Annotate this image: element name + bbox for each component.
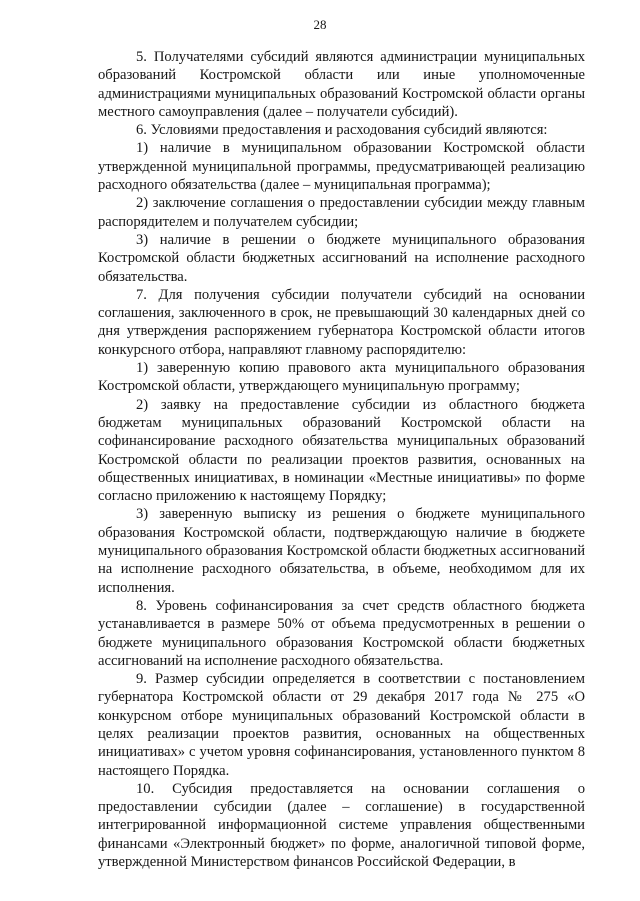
paragraph-6-item-3: 3) наличие в решении о бюджете муниципального образования Костромской области бюджетных ассигнований на исполнение расходного обязательства. [98, 231, 585, 285]
paragraph-6: 6. Условиями предоставления и расходования субсидий являются: [136, 122, 548, 139]
page-number: 28 [313, 17, 327, 32]
paragraph-6-item-2: 2) заключение соглашения о предоставлении субсидии между главным распорядителем и получателем субсидии; [98, 195, 585, 230]
paragraph-10: 10. Субсидия предоставляется на основании соглашения о предоставлении субсидии (далее – соглашение) в государственной интегрированной информационной системе управления общественными финансами «Электронный бюджет» по форме, аналогичной типовой форме, утвержденной Министерством финансов Российской Федерации, в [98, 780, 585, 871]
paragraph-9: 9. Размер субсидии определяется в соответствии с постановлением губернатора Костромской области от 29 декабря 2017 года № 275 «О конкурсном отборе муниципальных образований Костромской области в целях реализации проектов развития, основанных на общественных инициативах» с учетом уровня софинансирования, установленного пунктом 8 настоящего Порядка. [98, 671, 585, 779]
document-body [98, 48, 585, 871]
paragraph-7-item-1: 1) заверенную копию правового акта муниципального образования Костромской области, утверждающего муниципальную программу; [98, 360, 585, 395]
paragraph-8: 8. Уровень софинансирования за счет средств областного бюджета устанавливается в размере 50% от объема предусмотренных в решении о бюджете муниципального образования Костромской области бюджетных ассигнований на исполнение расходного обязательства. [98, 597, 585, 669]
paragraph-5: 5. Получателями субсидий являются администрации муниципальных образований Костромской области или иные уполномоченные администрациями муниципальных образований Костромской области органы местного самоуправления (далее – получатели субсидий). [98, 49, 585, 120]
paragraph-6-item-1: 1) наличие в муниципальном образовании Костромской области утвержденной муниципальной программы, предусматривающей реализацию расходного обязательства (далее – муниципальная программа); [98, 140, 585, 194]
paragraph-7: 7. Для получения субсидии получатели субсидий на основании соглашения, заключенного в срок, не превышающий 30 календарных дней со дня утверждения распоряжением губернатора Костромской области итогов конкурсного отбора, направляют главному распорядителю: [98, 286, 585, 358]
paragraph-7-item-3: 3) заверенную выписку из решения о бюджете муниципального образования Костромской области, подтверждающую наличие в бюджете муниципального образования Костромской области бюджетных ассигнований на исполнение расходного обязательства, в объеме, необходимом для их исполнения. [98, 506, 585, 596]
paragraph-7-item-2: 2) заявку на предоставление субсидии из областного бюджета бюджетам муниципальных образований Костромской области на софинансирование расходного обязательства муниципальных образований Костромской области по реализации проектов развития, основанных на общественных инициативах, в номинации «Местные инициативы» по форме согласно приложению к настоящему Порядку; [98, 396, 585, 505]
